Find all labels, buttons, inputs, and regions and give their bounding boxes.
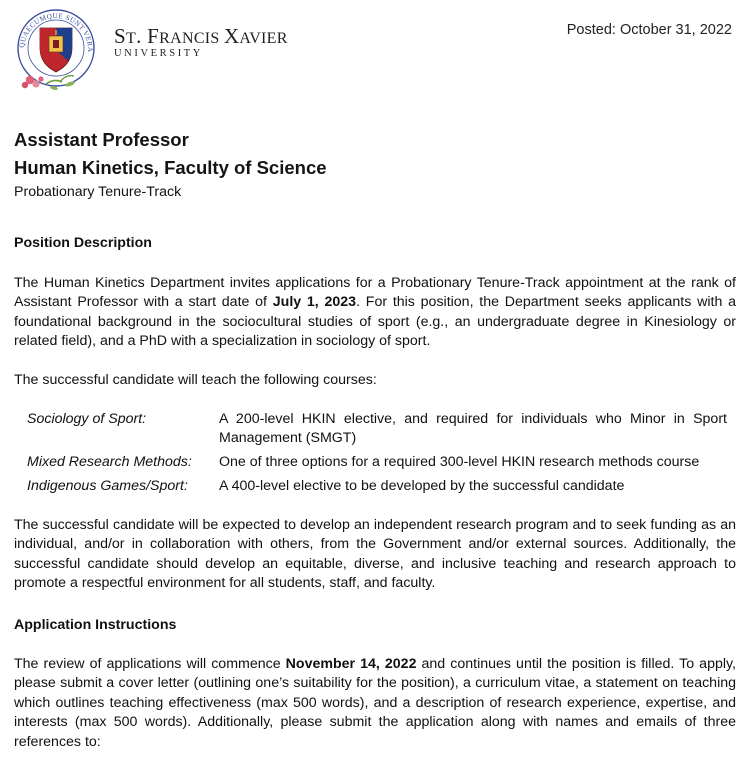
course-description: A 200-level HKIN elective, and required for individuals who Minor in Sport Management (SMGT) [219,411,727,447]
course-description: A 400-level elective to be developed by the successful candidate [219,478,625,494]
university-subtitle: UNIVERSITY [114,48,203,59]
position-description-paragraph: The Human Kinetics Department invites applications for a Probationary Tenure-Track appointment at the rank of Assistant Professor with a start date of July 1, 2023. For this position, the Department seeks applicants with a foundational background in the sociocultural studies of sport (e.g., an undergraduate degree in Kinesiology or related field), and a PhD with a specialization in sociology of sport. [14,275,736,350]
job-title: Assistant Professor [14,129,189,150]
application-instructions-paragraph: The review of applications will commence November 14, 2022 and continues until the position is filled. To apply, please submit a cover letter (outlining one’s suitability for the position), a curriculum vitae, a statement on teaching which outlines teaching effectiveness (max 500 words), and a description of research experience, expertise, and interests (max 500 words). Additionally, please submit the application along with names and emails of three references to: [14,656,736,750]
department-title: Human Kinetics, Faculty of Science [14,157,327,178]
course-description: One of three options for a required 300-level HKIN research methods course [219,454,700,470]
application-instructions-heading: Application Instructions [14,617,177,633]
review-date: November 14, 2022 [285,656,417,672]
start-date: July 1, 2023 [272,294,357,311]
course-name: Sociology of Sport: [27,411,147,427]
appointment-type: Probationary Tenure-Track [14,184,182,200]
courses-intro: The successful candidate will teach the following courses: [14,372,377,388]
course-name: Mixed Research Methods: [27,454,192,470]
position-description-heading: Position Description [14,235,152,251]
seal-motto: QUAECUMQUE SUNT VERA [18,11,95,53]
posted-date: Posted: October 31, 2022 [566,22,732,38]
university-wordmark [114,24,288,59]
course-name: Indigenous Games/Sport: [27,478,188,494]
research-expectations-paragraph: The successful candidate will be expected to develop an independent research program and to seek funding as an individual, and/or in collaboration with others, from the Government and/or external sources. Additionally, the successful candidate should develop an equitable, diverse, and inclusive teaching and research approach to promote a respectful environment for all students, staff, and faculty. [14,517,736,592]
university-seal-logo [10,4,102,96]
university-name: ST. FRANCIS XAVIER [114,24,288,48]
